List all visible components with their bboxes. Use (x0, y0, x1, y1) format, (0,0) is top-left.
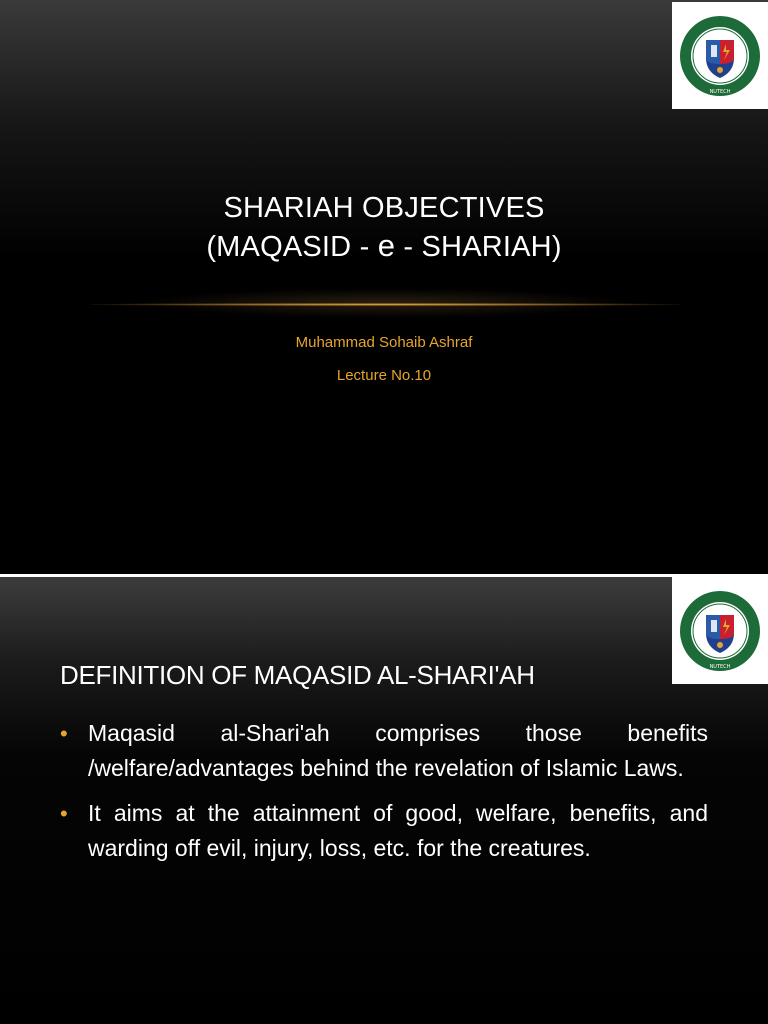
title-line-2 (0, 227, 768, 266)
bullet-text: Maqasid al-Shari'ah comprises those benefits /welfare/advantages behind the revelation of Islamic Laws. (88, 720, 708, 781)
title-divider-glow (90, 303, 680, 306)
university-logo (672, 2, 768, 109)
svg-text:NUTECH: NUTECH (709, 663, 731, 670)
title-line-2-part-a: (MAQASID - (206, 231, 378, 263)
bullet-item (60, 796, 708, 866)
lecture-number: Lecture No.10 (336, 367, 432, 384)
slide-title (0, 190, 768, 266)
bullet-icon: • (60, 801, 68, 826)
slide-heading: DEFINITION OF MAQASID AL-SHARI'AH (60, 660, 535, 690)
svg-text:NUTECH: NUTECH (709, 88, 731, 95)
university-logo (672, 577, 768, 684)
definition-slide (0, 577, 768, 1024)
nutech-logo-icon (678, 14, 762, 98)
bullet-list (60, 716, 708, 876)
bullet-text: It aims at the attainment of good, welfare, benefits, and warding off evil, injury, loss, etc. for the creatures. (88, 800, 708, 861)
bullet-item (60, 716, 708, 786)
title-line-2-part-b: e (377, 228, 396, 263)
title-line-2-part-c: - SHARIAH) (395, 231, 562, 263)
title-line-1: SHARIAH OBJECTIVES (223, 192, 545, 224)
author-name: Muhammad Sohaib Ashraf (295, 334, 473, 351)
nutech-logo-icon (678, 589, 762, 673)
bullet-icon: • (60, 721, 68, 746)
